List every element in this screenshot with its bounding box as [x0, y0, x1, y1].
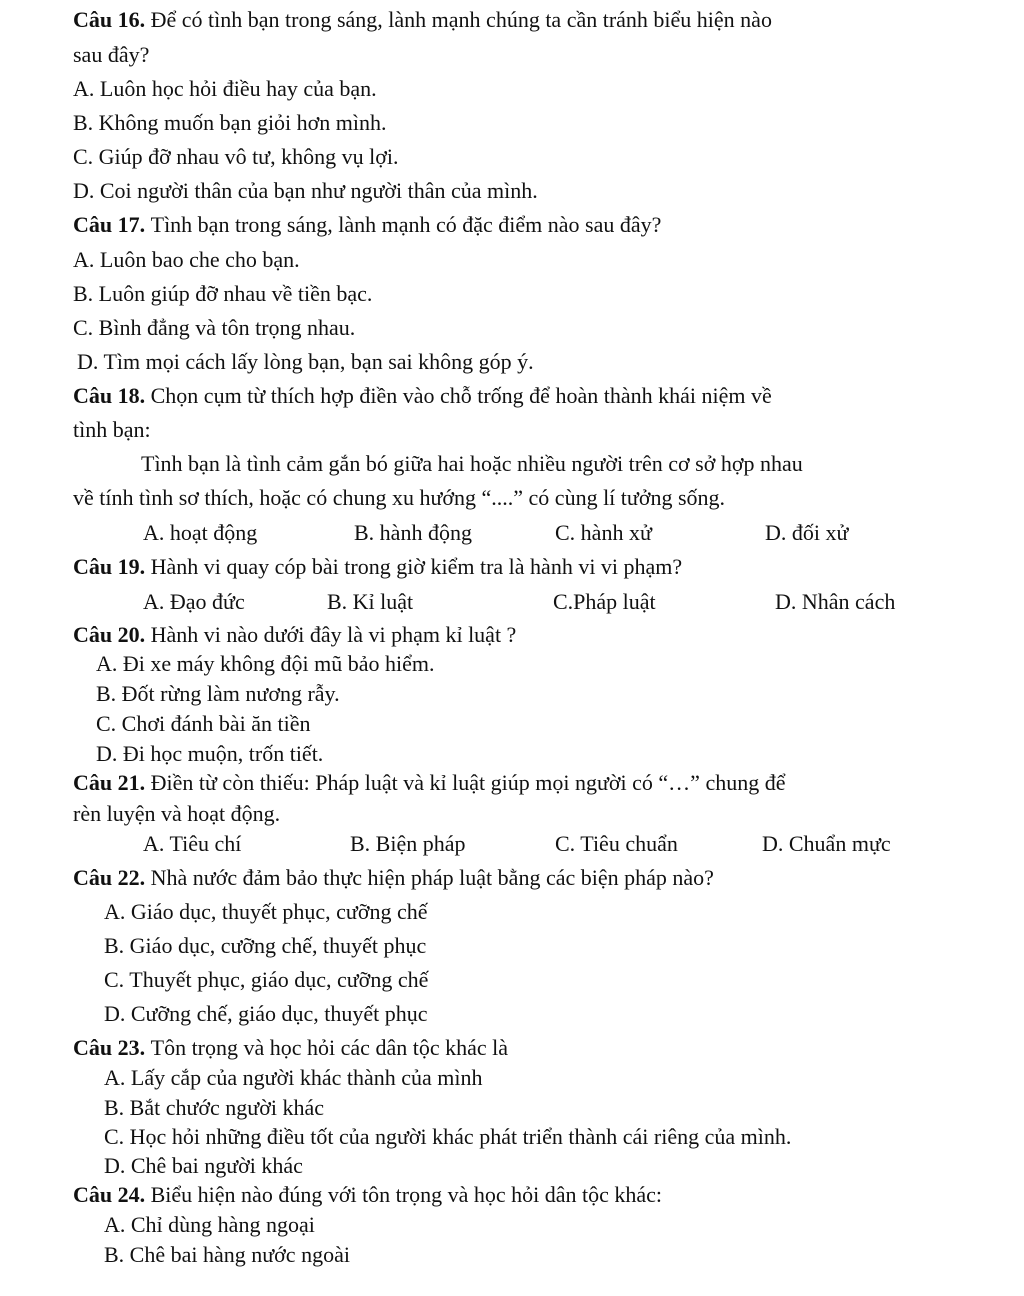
- question-20-line1: [73, 621, 516, 649]
- question-21-option-b: B. Biện pháp: [350, 831, 466, 856]
- question-16-option-b: B. Không muốn bạn giỏi hơn mình.: [73, 110, 387, 135]
- question-24-option-b: B. Chê bai hàng nước ngoài: [104, 1242, 350, 1267]
- question-18-option-d: D. đối xử: [765, 520, 849, 545]
- question-22-number: Câu 22.: [73, 865, 146, 890]
- question-19-option-b: B. Kỉ luật: [327, 589, 414, 614]
- question-22-option-a: A. Giáo dục, thuyết phục, cưỡng chế: [104, 899, 428, 924]
- question-19-text: Hành vi quay cóp bài trong giờ kiểm tra là hành vi vi phạm?: [150, 554, 683, 579]
- question-18-option-c: C. hành xử: [555, 520, 652, 545]
- question-22-option-c: C. Thuyết phục, giáo dục, cưỡng chế: [104, 967, 429, 992]
- question-16-option-a: A. Luôn học hỏi điều hay của bạn.: [73, 76, 377, 101]
- question-16-option-d: D. Coi người thân của bạn như người thân của mình.: [73, 178, 538, 203]
- question-21-option-d: D. Chuẩn mực: [762, 831, 891, 856]
- question-20-text: Hành vi nào dưới đây là vi phạm kỉ luật ?: [150, 622, 517, 647]
- question-17-number: Câu 17.: [73, 212, 146, 237]
- question-16-number: Câu 16.: [73, 7, 146, 32]
- question-21-option-a: A. Tiêu chí: [143, 831, 242, 856]
- question-19-option-c: C.Pháp luật: [553, 589, 656, 614]
- question-18-option-b: B. hành động: [354, 520, 472, 545]
- question-23-option-b: B. Bắt chước người khác: [104, 1095, 325, 1120]
- question-21-text: Điền từ còn thiếu: Pháp luật và kỉ luật giúp mọi người có “…” chung để: [150, 770, 786, 795]
- question-24-line1: [73, 1181, 662, 1209]
- question-16-option-c: C. Giúp đỡ nhau vô tư, không vụ lợi.: [73, 144, 399, 169]
- question-23-option-a: A. Lấy cắp của người khác thành của mình: [104, 1065, 483, 1090]
- question-17-text: Tình bạn trong sáng, lành mạnh có đặc điểm nào sau đây?: [150, 212, 662, 237]
- question-18-text: Chọn cụm từ thích hợp điền vào chỗ trống để hoàn thành khái niệm về: [150, 383, 772, 408]
- question-20-option-d: D. Đi học muộn, trốn tiết.: [96, 741, 324, 766]
- question-22-option-d: D. Cưỡng chế, giáo dục, thuyết phục: [104, 1001, 428, 1026]
- question-19-option-a: A. Đạo đức: [143, 589, 245, 614]
- question-16-line1: [73, 6, 772, 34]
- question-21-line1: [73, 769, 785, 797]
- question-23-number: Câu 23.: [73, 1035, 146, 1060]
- question-18-passage-line1: Tình bạn là tình cảm gắn bó giữa hai hoặc nhiều người trên cơ sở hợp nhau: [141, 451, 803, 476]
- question-17-option-a: A. Luôn bao che cho bạn.: [73, 247, 300, 272]
- question-20-number: Câu 20.: [73, 622, 146, 647]
- question-23-text: Tôn trọng và học hỏi các dân tộc khác là: [150, 1035, 508, 1060]
- question-21-number: Câu 21.: [73, 770, 146, 795]
- question-17-option-c: C. Bình đẳng và tôn trọng nhau.: [73, 315, 356, 340]
- question-23-option-d: D. Chê bai người khác: [104, 1153, 303, 1178]
- question-19-option-d: D. Nhân cách: [775, 589, 896, 614]
- question-17-option-d: D. Tìm mọi cách lấy lòng bạn, bạn sai không góp ý.: [77, 349, 534, 374]
- question-19-number: Câu 19.: [73, 554, 146, 579]
- question-21-option-c: C. Tiêu chuẩn: [555, 831, 678, 856]
- question-18-number: Câu 18.: [73, 383, 146, 408]
- question-23-line1: [73, 1034, 508, 1062]
- question-18-option-a: A. hoạt động: [143, 520, 258, 545]
- question-22-text: Nhà nước đảm bảo thực hiện pháp luật bằng các biện pháp nào?: [150, 865, 714, 890]
- question-22-option-b: B. Giáo dục, cưỡng chế, thuyết phục: [104, 933, 427, 958]
- question-24-number: Câu 24.: [73, 1182, 146, 1207]
- question-17-line1: [73, 211, 661, 239]
- question-18-line1: [73, 382, 772, 410]
- question-18-passage-line2: về tính tình sơ thích, hoặc có chung xu hướng “....” có cùng lí tưởng sống.: [73, 485, 726, 510]
- question-21-line2: rèn luyện và hoạt động.: [73, 801, 281, 826]
- question-20-option-a: A. Đi xe máy không đội mũ bảo hiểm.: [96, 651, 435, 676]
- question-24-text: Biểu hiện nào đúng với tôn trọng và học hỏi dân tộc khác:: [150, 1182, 663, 1207]
- question-22-line1: [73, 864, 714, 892]
- question-23-option-c: C. Học hỏi những điều tốt của người khác phát triển thành cái riêng của mình.: [104, 1124, 792, 1149]
- question-16-line2: sau đây?: [73, 42, 150, 67]
- question-24-option-a: A. Chỉ dùng hàng ngoại: [104, 1212, 315, 1237]
- question-18-line2: tình bạn:: [73, 417, 151, 442]
- question-20-option-c: C. Chơi đánh bài ăn tiền: [96, 711, 311, 736]
- question-17-option-b: B. Luôn giúp đỡ nhau về tiền bạc.: [73, 281, 373, 306]
- question-20-option-b: B. Đốt rừng làm nương rẫy.: [96, 681, 340, 706]
- question-16-text: Để có tình bạn trong sáng, lành mạnh chúng ta cần tránh biểu hiện nào: [150, 7, 772, 32]
- question-19-line1: [73, 553, 682, 581]
